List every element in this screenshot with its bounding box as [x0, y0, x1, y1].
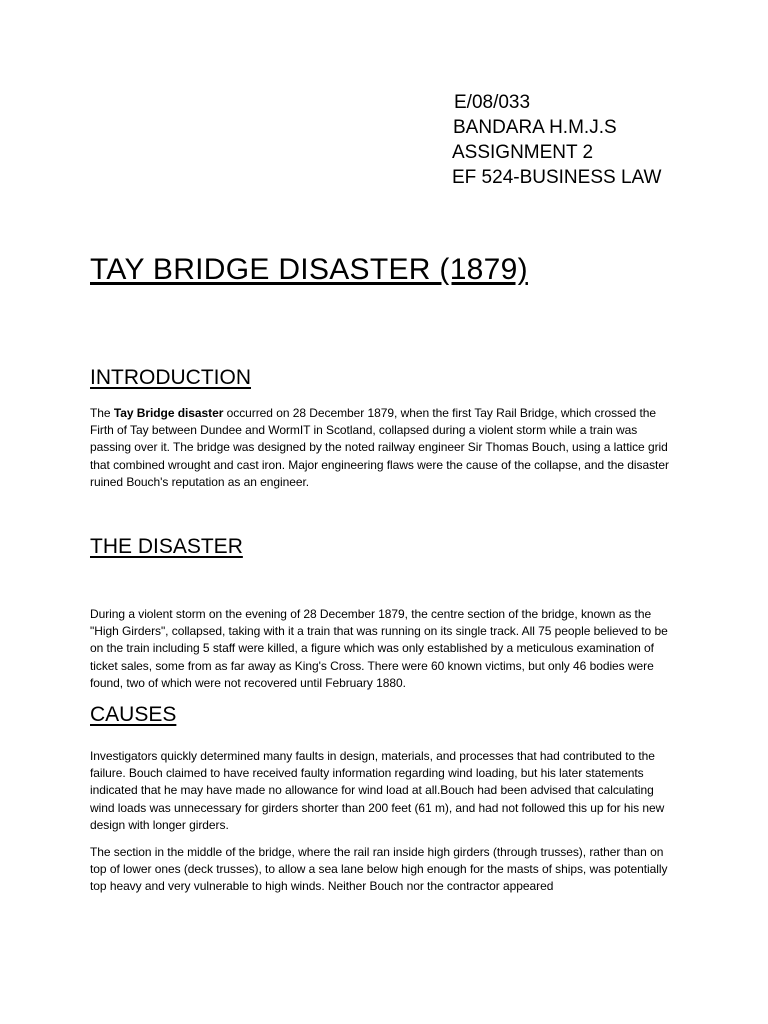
- student-info-block: [452, 90, 661, 190]
- causes-paragraph-2: The section in the middle of the bridge, where the rail ran inside high girders (through trusses), rather than on top of lower ones (deck trusses), to allow a sea lane below high enough for the masts of ships, was potentially top heavy and very vulnerable to high winds. Neither Bouch nor the contractor appeared: [90, 845, 668, 894]
- disaster-heading: THE DISASTER: [90, 535, 243, 558]
- causes-heading: CAUSES: [90, 703, 177, 726]
- intro-bold-term: Tay Bridge disaster: [113, 406, 224, 420]
- registration-number: E/08/033: [454, 92, 531, 113]
- intro-lead-text: The: [90, 406, 114, 420]
- course-label: EF 524-BUSINESS LAW: [452, 167, 662, 188]
- introduction-heading: INTRODUCTION: [90, 366, 251, 389]
- student-name: BANDARA H.M.J.S: [453, 117, 617, 138]
- disaster-paragraph: During a violent storm on the evening of 28 December 1879, the centre section of the bridge, known as the "High Girders", collapsed, taking with it a train that was running on its single track. All 75 people believed to be on the train including 5 staff were killed, a figure which was only established by a meticulous examination of ticket sales, some from as far away as King's Cross. There were 60 known victims, but only 46 bodies were found, two of which were not recovered until February 1880.: [90, 607, 668, 690]
- causes-paragraph-1: Investigators quickly determined many faults in design, materials, and processes that had contributed to the failure. Bouch claimed to have received faulty information regarding wind loading, but his later statements indicated that he may have made no allowance for wind load at all.Bouch had been advised that calculating wind loads was unnecessary for girders shorter than 200 feet (61 m), and had not followed this up for his new design with longer girders.: [90, 749, 665, 832]
- intro-rest-text: occurred on 28 December 1879, when the first Tay Rail Bridge, which crossed the Firth of Tay between Dundee and WormIT in Scotland, collapsed during a violent storm while a train was passing over it. The bridge was designed by the noted railway engineer Sir Thomas Bouch, using a lattice grid that combined wrought and cast iron. Major engineering flaws were the cause of the collapse, and the disaster ruined Bouch's reputation as an engineer.: [90, 406, 669, 489]
- introduction-paragraph: [90, 405, 672, 491]
- document-title: TAY BRIDGE DISASTER (1879): [90, 253, 528, 286]
- assignment-label: ASSIGNMENT 2: [452, 142, 594, 163]
